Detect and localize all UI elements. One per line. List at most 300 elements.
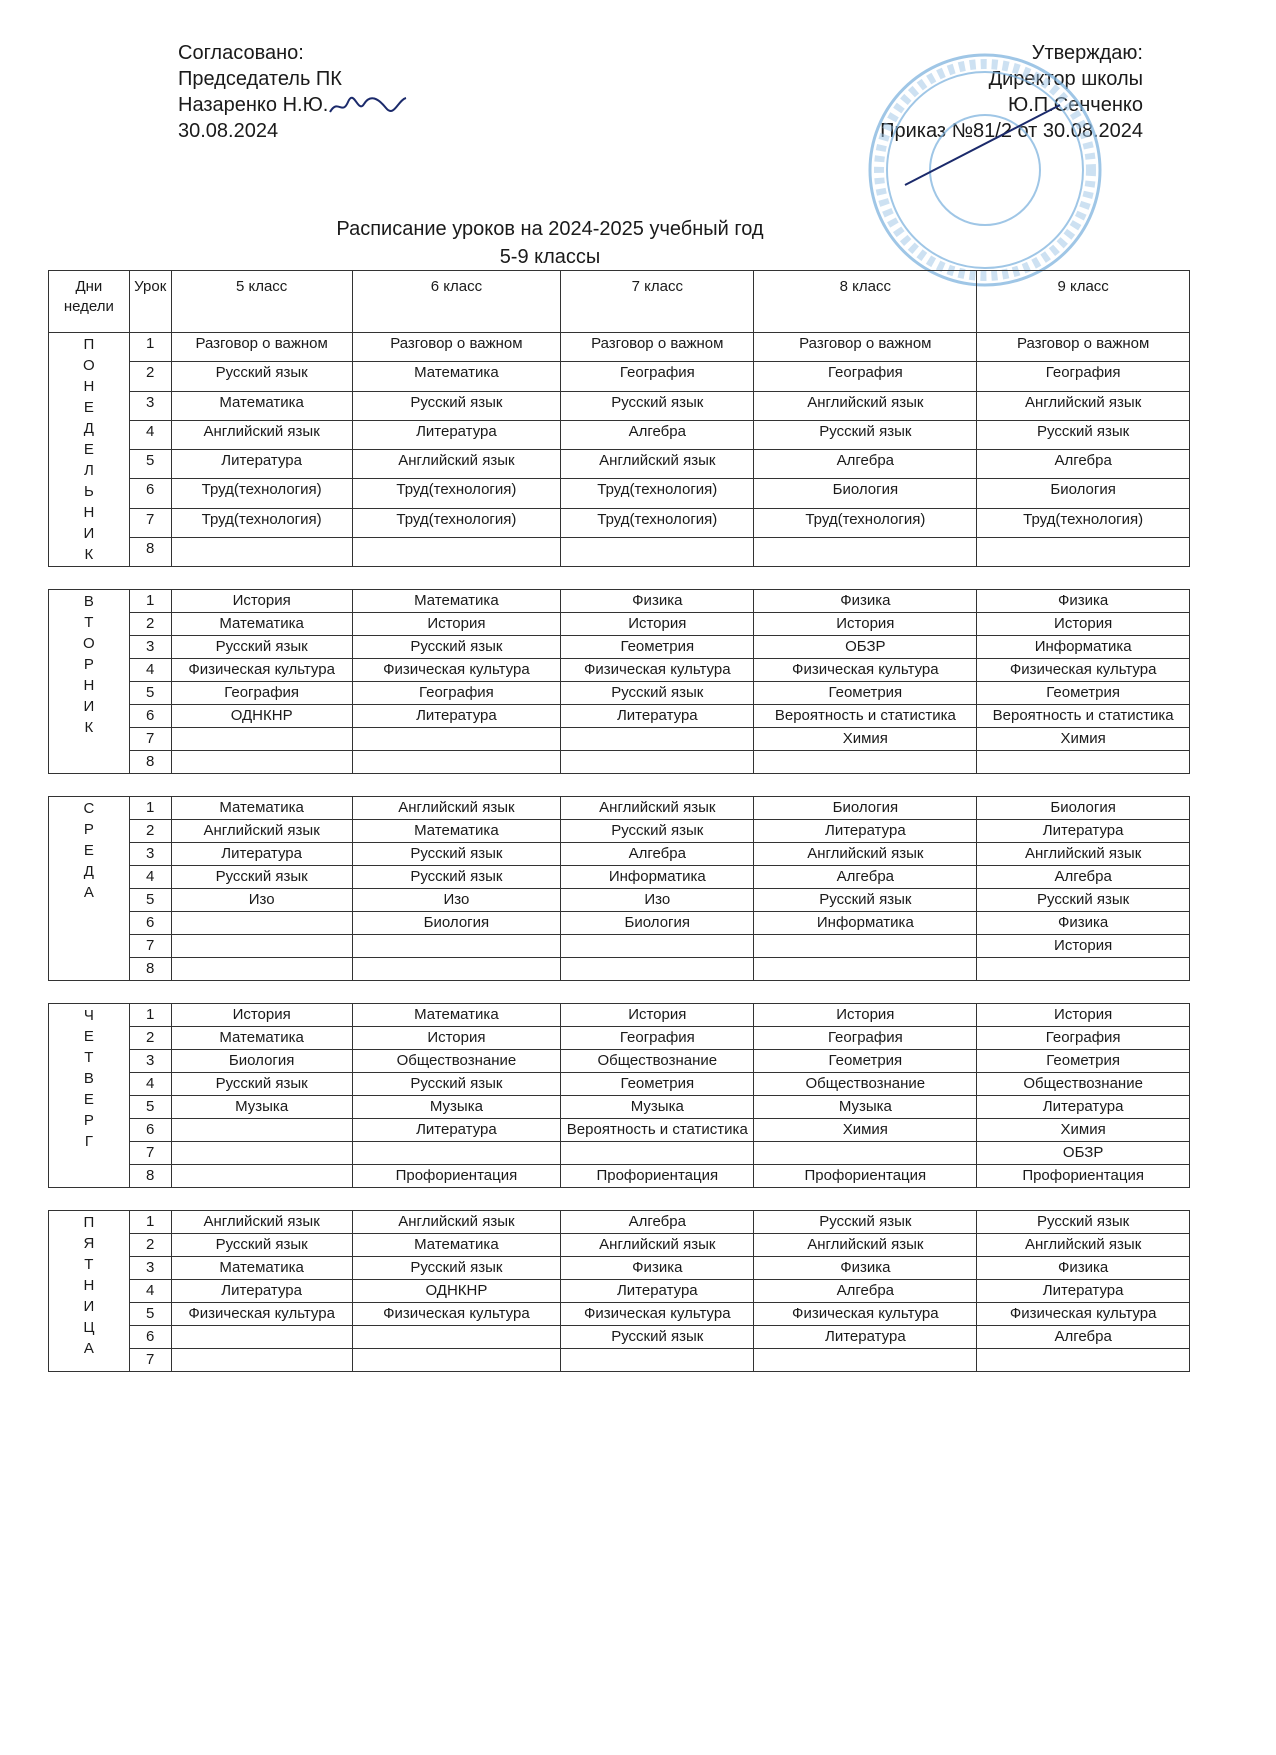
table-row	[49, 1119, 1190, 1142]
subject-cell: Математика	[171, 1257, 352, 1280]
subject-cell	[977, 1349, 1190, 1372]
subject-cell: Музыка	[171, 1096, 352, 1119]
column-header-class-5: 5 класс	[171, 271, 352, 333]
approval-label: Согласовано:	[178, 42, 304, 64]
subject-cell: Алгебра	[977, 450, 1190, 479]
subject-cell: Литература	[561, 705, 754, 728]
subject-cell: Математика	[171, 391, 352, 420]
lesson-number-cell: 8	[129, 958, 171, 981]
subject-cell: Русский язык	[352, 636, 561, 659]
subject-cell: География	[977, 362, 1190, 391]
lesson-number-cell: 3	[129, 1257, 171, 1280]
subject-cell: География	[561, 1027, 754, 1050]
subject-cell	[561, 537, 754, 566]
subject-cell: Труд(технология)	[171, 479, 352, 508]
subject-cell: Изо	[561, 889, 754, 912]
subject-cell: Русский язык	[171, 362, 352, 391]
lesson-number-cell: 5	[129, 450, 171, 479]
subject-cell: Геометрия	[977, 682, 1190, 705]
subject-cell	[977, 958, 1190, 981]
day-name-cell	[49, 1004, 130, 1188]
subject-cell: Алгебра	[561, 1211, 754, 1234]
subject-cell: Русский язык	[352, 391, 561, 420]
subject-cell	[352, 728, 561, 751]
lesson-number-cell: 2	[129, 820, 171, 843]
table-row	[49, 958, 1190, 981]
subject-cell	[561, 1349, 754, 1372]
lesson-number-cell: 2	[129, 1027, 171, 1050]
table-row	[49, 889, 1190, 912]
table-row	[49, 1349, 1190, 1372]
subject-cell	[352, 958, 561, 981]
lesson-number-cell: 7	[129, 508, 171, 537]
day-name: Ч Е Т В Е Р Г	[83, 1007, 94, 1150]
subject-cell: Труд(технология)	[754, 508, 977, 537]
day-name-cell	[49, 797, 130, 981]
subject-cell: ОБЗР	[977, 1142, 1190, 1165]
subject-cell: Информатика	[977, 636, 1190, 659]
subject-cell: Математика	[171, 1027, 352, 1050]
subject-cell: География	[561, 362, 754, 391]
table-row	[49, 1234, 1190, 1257]
subject-cell	[561, 751, 754, 774]
subject-cell: Русский язык	[171, 636, 352, 659]
subject-cell: Русский язык	[171, 1234, 352, 1257]
subject-cell: Литература	[171, 1280, 352, 1303]
subject-cell: Химия	[754, 1119, 977, 1142]
approval-name: Назаренко Н.Ю.	[178, 94, 329, 116]
subject-cell	[171, 1349, 352, 1372]
subject-cell	[754, 958, 977, 981]
subject-cell: Русский язык	[754, 420, 977, 449]
subject-cell: Химия	[754, 728, 977, 751]
subject-cell: Труд(технология)	[352, 508, 561, 537]
subject-cell: Литература	[352, 420, 561, 449]
subject-cell: Литература	[977, 1096, 1190, 1119]
subject-cell	[171, 958, 352, 981]
day-separator-cell	[49, 774, 1190, 797]
day-separator-row	[49, 567, 1190, 590]
subject-cell: Английский язык	[977, 843, 1190, 866]
subject-cell: Литература	[754, 820, 977, 843]
subject-cell: Биология	[754, 479, 977, 508]
table-row	[49, 391, 1190, 420]
subject-cell: Русский язык	[561, 1326, 754, 1349]
subject-cell: Геометрия	[977, 1050, 1190, 1073]
lesson-number-cell: 1	[129, 797, 171, 820]
approve-label: Утверждаю:	[1031, 42, 1143, 64]
subject-cell: Алгебра	[977, 866, 1190, 889]
approve-order: Приказ №81/2 от 30.08.2024	[880, 120, 1143, 142]
subject-cell: Разговор о важном	[352, 333, 561, 362]
subject-cell: История	[561, 613, 754, 636]
lesson-number-cell: 6	[129, 1326, 171, 1349]
subject-cell: Труд(технология)	[977, 508, 1190, 537]
subject-cell: Английский язык	[561, 1234, 754, 1257]
day-separator-cell	[49, 1188, 1190, 1211]
table-row	[49, 1073, 1190, 1096]
signature-icon	[328, 94, 408, 118]
lesson-number-cell: 1	[129, 1211, 171, 1234]
subject-cell: Биология	[561, 912, 754, 935]
subject-cell: История	[352, 1027, 561, 1050]
subject-cell: Литература	[754, 1326, 977, 1349]
subject-cell: Труд(технология)	[561, 479, 754, 508]
day-separator-row	[49, 774, 1190, 797]
subject-cell: Химия	[977, 728, 1190, 751]
subject-cell: Русский язык	[561, 820, 754, 843]
subject-cell: Русский язык	[754, 889, 977, 912]
subject-cell: Физическая культура	[977, 659, 1190, 682]
table-row	[49, 333, 1190, 362]
subject-cell	[171, 751, 352, 774]
subject-cell: Труд(технология)	[561, 508, 754, 537]
subject-cell: Биология	[977, 479, 1190, 508]
subject-cell: Английский язык	[352, 1211, 561, 1234]
subject-cell: Биология	[171, 1050, 352, 1073]
approve-position: Директор школы	[988, 68, 1143, 90]
subject-cell: Физика	[977, 912, 1190, 935]
lesson-number-cell: 4	[129, 1280, 171, 1303]
table-row	[49, 362, 1190, 391]
subject-cell	[171, 935, 352, 958]
subject-cell: Русский язык	[352, 843, 561, 866]
lesson-number-cell: 2	[129, 613, 171, 636]
subject-cell: Геометрия	[561, 1073, 754, 1096]
subject-cell: Информатика	[561, 866, 754, 889]
table-row	[49, 1211, 1190, 1234]
table-row	[49, 636, 1190, 659]
subject-cell	[352, 1326, 561, 1349]
column-header-class-9: 9 класс	[977, 271, 1190, 333]
subject-cell: Алгебра	[754, 866, 977, 889]
subject-cell	[754, 537, 977, 566]
subject-cell: Вероятность и статистика	[561, 1119, 754, 1142]
lesson-number-cell: 1	[129, 590, 171, 613]
subject-cell: Русский язык	[561, 391, 754, 420]
table-row	[49, 751, 1190, 774]
lesson-number-cell: 8	[129, 751, 171, 774]
table-row	[49, 613, 1190, 636]
subject-cell: Английский язык	[754, 1234, 977, 1257]
subject-cell: Физическая культура	[352, 659, 561, 682]
table-row	[49, 1050, 1190, 1073]
subject-cell: Изо	[352, 889, 561, 912]
lesson-number-cell: 1	[129, 1004, 171, 1027]
lesson-number-cell: 7	[129, 1349, 171, 1372]
subject-cell: Профориентация	[352, 1165, 561, 1188]
table-row	[49, 682, 1190, 705]
subject-cell: Физическая культура	[561, 659, 754, 682]
lesson-number-cell: 2	[129, 362, 171, 391]
subject-cell: Литература	[171, 843, 352, 866]
day-name-cell	[49, 590, 130, 774]
subject-cell: Алгебра	[561, 420, 754, 449]
subject-cell	[352, 935, 561, 958]
subject-cell	[754, 1142, 977, 1165]
table-row	[49, 537, 1190, 566]
lesson-number-cell: 1	[129, 333, 171, 362]
table-row	[49, 912, 1190, 935]
subject-cell: Обществознание	[977, 1073, 1190, 1096]
subject-cell: Труд(технология)	[352, 479, 561, 508]
subject-cell: Английский язык	[561, 450, 754, 479]
subject-cell: Физическая культура	[352, 1303, 561, 1326]
day-name: П О Н Е Д Е Л Ь Н И К	[83, 336, 95, 563]
subject-cell: Математика	[352, 1004, 561, 1027]
subject-cell: Профориентация	[977, 1165, 1190, 1188]
lesson-number-cell: 4	[129, 420, 171, 449]
subject-cell: Математика	[352, 1234, 561, 1257]
table-row	[49, 866, 1190, 889]
subject-cell: Английский язык	[754, 843, 977, 866]
lesson-number-cell: 6	[129, 1119, 171, 1142]
table-row	[49, 728, 1190, 751]
subject-cell: Английский язык	[561, 797, 754, 820]
subject-cell: История	[171, 1004, 352, 1027]
subject-cell: Алгебра	[754, 1280, 977, 1303]
approve-name: Ю.П.Сенченко	[1008, 94, 1143, 116]
subject-cell	[171, 1326, 352, 1349]
subject-cell: Химия	[977, 1119, 1190, 1142]
subject-cell: Физика	[754, 1257, 977, 1280]
day-name-cell	[49, 1211, 130, 1372]
subject-cell: Русский язык	[977, 889, 1190, 912]
lesson-number-cell: 4	[129, 659, 171, 682]
subject-cell: Физика	[754, 590, 977, 613]
subject-cell: ОДНКНР	[352, 1280, 561, 1303]
subject-cell	[561, 935, 754, 958]
column-header-class-7: 7 класс	[561, 271, 754, 333]
subject-cell	[352, 1349, 561, 1372]
lesson-number-cell: 6	[129, 912, 171, 935]
lesson-number-cell: 8	[129, 537, 171, 566]
table-row	[49, 705, 1190, 728]
table-row	[49, 450, 1190, 479]
table-row	[49, 590, 1190, 613]
subject-cell: История	[171, 590, 352, 613]
subject-cell: Физическая культура	[171, 659, 352, 682]
subject-cell: Разговор о важном	[171, 333, 352, 362]
subject-cell	[171, 537, 352, 566]
subject-cell: Физика	[977, 1257, 1190, 1280]
subject-cell: Математика	[171, 797, 352, 820]
subject-cell: Физика	[561, 590, 754, 613]
subject-cell: География	[352, 682, 561, 705]
subject-cell: Вероятность и статистика	[754, 705, 977, 728]
lesson-number-cell: 5	[129, 682, 171, 705]
day-name: С Р Е Д А	[83, 800, 95, 901]
approval-date: 30.08.2024	[178, 120, 279, 142]
subject-cell: Физическая культура	[561, 1303, 754, 1326]
lesson-number-cell: 8	[129, 1165, 171, 1188]
lesson-number-cell: 4	[129, 1073, 171, 1096]
subject-cell: Изо	[171, 889, 352, 912]
lesson-number-cell: 6	[129, 705, 171, 728]
subject-cell	[754, 1349, 977, 1372]
subject-cell: Разговор о важном	[977, 333, 1190, 362]
subject-cell: Физика	[977, 590, 1190, 613]
subject-cell: ОБЗР	[754, 636, 977, 659]
lesson-number-cell: 5	[129, 1303, 171, 1326]
subject-cell: Английский язык	[171, 1211, 352, 1234]
subject-cell: Русский язык	[561, 682, 754, 705]
subject-cell	[754, 935, 977, 958]
subject-cell: Разговор о важном	[754, 333, 977, 362]
subject-cell: Профориентация	[561, 1165, 754, 1188]
table-row	[49, 1004, 1190, 1027]
subject-cell: Геометрия	[561, 636, 754, 659]
table-row	[49, 479, 1190, 508]
day-separator-row	[49, 981, 1190, 1004]
subject-cell: Геометрия	[754, 1050, 977, 1073]
lesson-number-cell: 2	[129, 1234, 171, 1257]
table-row	[49, 797, 1190, 820]
subject-cell	[352, 537, 561, 566]
day-name: П Я Т Н И Ц А	[83, 1214, 95, 1357]
subject-cell: Информатика	[754, 912, 977, 935]
lesson-number-cell: 7	[129, 1142, 171, 1165]
subject-cell: Русский язык	[352, 1257, 561, 1280]
subject-cell: Биология	[754, 797, 977, 820]
subject-cell: Математика	[352, 590, 561, 613]
subject-cell: Труд(технология)	[171, 508, 352, 537]
day-separator-cell	[49, 567, 1190, 590]
subject-cell	[977, 751, 1190, 774]
subject-cell: Обществознание	[754, 1073, 977, 1096]
lesson-number-cell: 3	[129, 391, 171, 420]
page-title: Расписание уроков на 2024-2025 учебный год	[336, 218, 764, 240]
table-row	[49, 1257, 1190, 1280]
lesson-number-cell: 3	[129, 1050, 171, 1073]
column-header-class-8: 8 класс	[754, 271, 977, 333]
subject-cell: Русский язык	[754, 1211, 977, 1234]
table-header-row	[49, 271, 1190, 333]
subject-cell: Физическая культура	[754, 659, 977, 682]
subject-cell	[754, 751, 977, 774]
subject-cell	[171, 912, 352, 935]
subject-cell	[352, 751, 561, 774]
subject-cell: Литература	[561, 1280, 754, 1303]
subject-cell	[561, 1142, 754, 1165]
subject-cell: Русский язык	[171, 866, 352, 889]
subject-cell: Обществознание	[561, 1050, 754, 1073]
subject-cell: Физика	[561, 1257, 754, 1280]
table-row	[49, 1096, 1190, 1119]
subject-cell: Вероятность и статистика	[977, 705, 1190, 728]
subject-cell: Музыка	[754, 1096, 977, 1119]
column-header-class-6: 6 класс	[352, 271, 561, 333]
subject-cell: Физическая культура	[754, 1303, 977, 1326]
subject-cell: Литература	[977, 820, 1190, 843]
table-row	[49, 1027, 1190, 1050]
subject-cell: Алгебра	[561, 843, 754, 866]
schedule-body	[49, 333, 1190, 1372]
table-row	[49, 1280, 1190, 1303]
lesson-number-cell: 3	[129, 843, 171, 866]
subject-cell: История	[977, 1004, 1190, 1027]
subject-cell: Литература	[352, 705, 561, 728]
subject-cell: Обществознание	[352, 1050, 561, 1073]
subject-cell: Литература	[171, 450, 352, 479]
subject-cell: История	[754, 1004, 977, 1027]
lesson-number-cell: 6	[129, 479, 171, 508]
subject-cell	[561, 958, 754, 981]
subject-cell: Английский язык	[754, 391, 977, 420]
subject-cell: География	[754, 1027, 977, 1050]
day-separator-row	[49, 1188, 1190, 1211]
subject-cell: Английский язык	[977, 1234, 1190, 1257]
lesson-number-cell: 7	[129, 935, 171, 958]
subject-cell: Разговор о важном	[561, 333, 754, 362]
subject-cell: Английский язык	[977, 391, 1190, 420]
subject-cell: Музыка	[561, 1096, 754, 1119]
table-row	[49, 420, 1190, 449]
subject-cell: Физическая культура	[171, 1303, 352, 1326]
subject-cell: Английский язык	[352, 450, 561, 479]
subject-cell: Русский язык	[352, 866, 561, 889]
subject-cell: История	[561, 1004, 754, 1027]
subject-cell	[171, 1119, 352, 1142]
subject-cell	[352, 1142, 561, 1165]
subject-cell	[171, 1142, 352, 1165]
table-row	[49, 820, 1190, 843]
subject-cell: История	[977, 935, 1190, 958]
subject-cell: География	[171, 682, 352, 705]
page-subtitle: 5-9 классы	[499, 246, 601, 268]
subject-cell: География	[754, 362, 977, 391]
lesson-number-cell: 3	[129, 636, 171, 659]
subject-cell: Русский язык	[977, 420, 1190, 449]
subject-cell	[977, 537, 1190, 566]
table-row	[49, 1165, 1190, 1188]
subject-cell: Геометрия	[754, 682, 977, 705]
subject-cell: Физическая культура	[977, 1303, 1190, 1326]
subject-cell	[561, 728, 754, 751]
subject-cell: География	[977, 1027, 1190, 1050]
subject-cell: ОДНКНР	[171, 705, 352, 728]
table-row	[49, 1303, 1190, 1326]
day-name: В Т О Р Н И К	[83, 593, 95, 736]
subject-cell: Литература	[977, 1280, 1190, 1303]
table-row	[49, 1142, 1190, 1165]
subject-cell: Математика	[352, 820, 561, 843]
subject-cell: Профориентация	[754, 1165, 977, 1188]
subject-cell: Алгебра	[977, 1326, 1190, 1349]
approval-name-row	[178, 92, 408, 118]
subject-cell: Английский язык	[171, 420, 352, 449]
subject-cell: Математика	[352, 362, 561, 391]
subject-cell: Русский язык	[352, 1073, 561, 1096]
subject-cell: Математика	[171, 613, 352, 636]
subject-cell	[171, 728, 352, 751]
subject-cell: Английский язык	[171, 820, 352, 843]
column-header-lesson: Урок	[129, 271, 171, 333]
subject-cell	[171, 1165, 352, 1188]
subject-cell: Биология	[352, 912, 561, 935]
subject-cell: Литература	[352, 1119, 561, 1142]
subject-cell: Английский язык	[352, 797, 561, 820]
subject-cell: История	[754, 613, 977, 636]
subject-cell: История	[977, 613, 1190, 636]
day-name-cell	[49, 333, 130, 567]
subject-cell: Русский язык	[171, 1073, 352, 1096]
subject-cell: Алгебра	[754, 450, 977, 479]
subject-cell: История	[352, 613, 561, 636]
table-row	[49, 1326, 1190, 1349]
approval-position: Председатель ПК	[178, 68, 342, 90]
approval-block	[178, 40, 408, 144]
